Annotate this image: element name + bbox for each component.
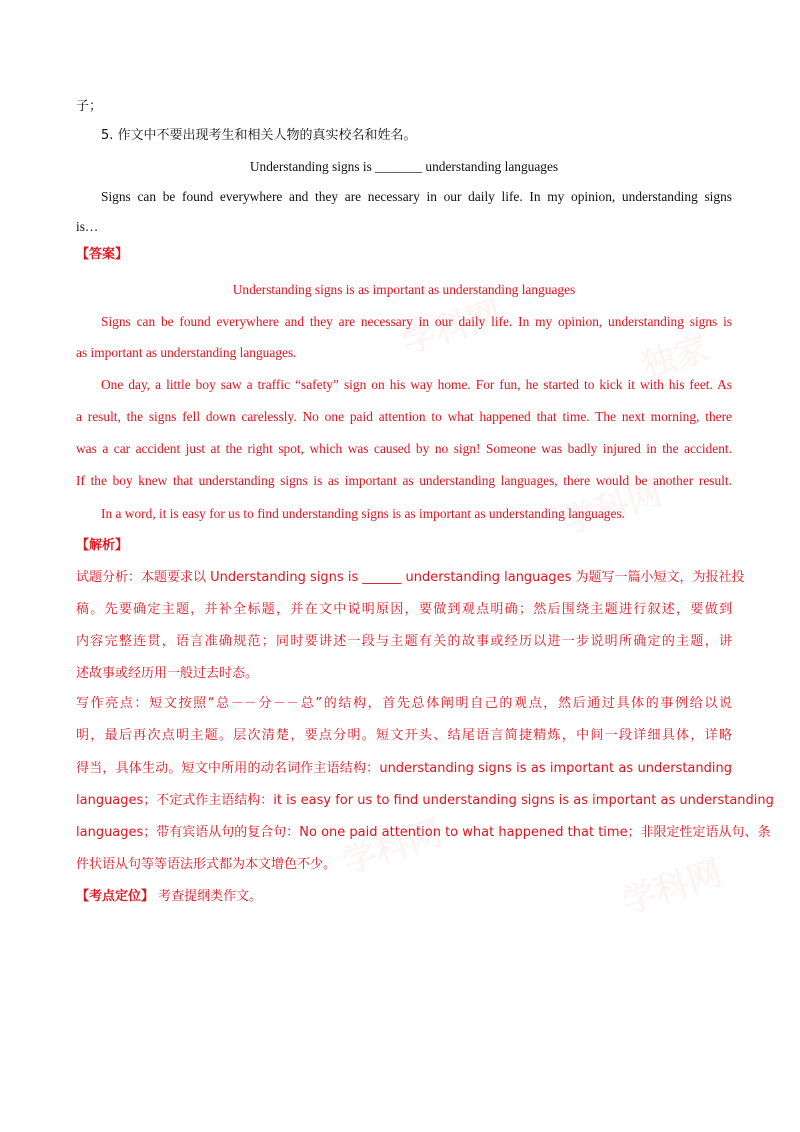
watermark-logo: 学科网 <box>557 473 667 543</box>
answer-paragraph-1: Signs can be found everywhere and they are necessary in our daily life. In my opinion, understanding signs is <box>101 314 732 329</box>
analysis-line: 述故事或经历用一般过去时态。 <box>76 666 259 681</box>
essay-opening: Signs can be found everywhere and they are necessary in our daily life. In my opinion, understanding signs <box>101 189 732 204</box>
answer-paragraph-1-cont: as important as understanding languages. <box>76 345 297 360</box>
analysis-line: languages；带有宾语从句的复合句：No one paid attention to what happened that time；非限定性定语从句、条 <box>76 825 771 840</box>
analysis-line: 稿。先要确定主题，并补全标题，并在文中说明原因，要做到观点明确；然后围绕主题进行叙述，要做到 <box>76 602 732 617</box>
analysis-line: 得当，具体生动。短文中所用的动名词作主语结构：understanding signs is as important as understanding <box>76 761 732 776</box>
answer-paragraph-2-cont: a result, the signs fell down carelessly. No one paid attention to what happened that time. The next morning, there <box>76 409 732 424</box>
watermark-logo: 学科网 <box>397 293 507 363</box>
requirement-line: 子； <box>76 99 103 114</box>
answer-paragraph-2: One day, a little boy saw a traffic “safety” sign on his way home. For fun, he started to kick it with his feet. As <box>101 377 732 392</box>
exam-point <box>76 886 732 907</box>
answer-title: Understanding signs is as important as understanding languages <box>232 282 576 297</box>
essay-opening-end: is… <box>76 219 99 234</box>
essay-title: Understanding signs is _______ understanding languages <box>249 159 559 174</box>
answer-paragraph-3: In a word, it is easy for us to find understanding signs is as important as understanding languages. <box>101 506 626 521</box>
watermark-logo: 学科网 <box>337 813 447 883</box>
analysis-line: 内容完整连贯，语言准确规范；同时要讲述一段与主题有关的故事或经历以进一步说明所确定的主题，讲 <box>76 634 732 649</box>
analysis-line: 明，最后再次点明主题。层次清楚，要点分明。短文开头、结尾语言简捷精炼，中间一段详细具体，详略 <box>76 728 732 743</box>
answer-heading: 【答案】 <box>76 247 129 262</box>
watermark-logo: 学科网 <box>617 853 727 923</box>
watermark-logo: 独家 <box>636 328 714 388</box>
requirement-item-5: 5. 作文中不要出现考生和相关人物的真实校名和姓名。 <box>101 128 417 143</box>
answer-paragraph-2-cont: was a car accident just at the right spot, which was caused by no sign! Someone was badly injured in the accident. <box>76 441 732 456</box>
analysis-line: 试题分析：本题要求以 Understanding signs is ______ understanding languages 为题写一篇小短文，为报社投 <box>76 570 745 585</box>
analysis-line: 件状语从句等等语法形式都为本文增色不少。 <box>76 857 337 872</box>
exam-point-text: 考查提纲类作文。 <box>154 889 263 904</box>
analysis-heading: 【解析】 <box>76 538 129 553</box>
exam-point-heading: 【考点定位】 <box>76 889 155 904</box>
analysis-line: languages；不定式作主语结构：it is easy for us to find understanding signs is as important as understanding <box>76 793 774 808</box>
analysis-line: 写作亮点：短文按照“总－－分－－总”的结构，首先总体阐明自己的观点，然后通过具体的事例给以说 <box>76 696 732 711</box>
answer-paragraph-2-cont: If the boy knew that understanding signs is as important as understanding languages, there would be another result. <box>76 473 732 488</box>
